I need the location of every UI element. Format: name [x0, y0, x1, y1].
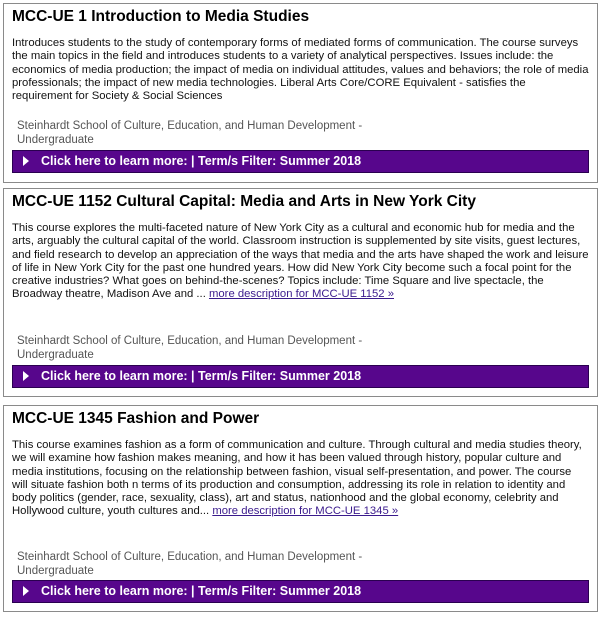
school-name: Steinhardt School of Culture, Education, and Human Development - Undergraduate [17, 335, 363, 361]
course-card-mcc-ue-1 [3, 3, 598, 183]
more-description-link[interactable]: more description for MCC-UE 1345 » [212, 505, 399, 518]
learn-more-button[interactable] [12, 150, 589, 173]
school-name: Steinhardt School of Culture, Education, and Human Development - Undergraduate [17, 120, 363, 146]
learn-more-label: Click here to learn more: | Term/s Filter: Summer 2018 [41, 584, 362, 598]
course-title: MCC-UE 1345 Fashion and Power [12, 410, 260, 427]
course-description [12, 439, 589, 519]
course-card-mcc-ue-1152 [3, 188, 598, 397]
more-description-link[interactable]: more description for MCC-UE 1152 » [208, 288, 394, 301]
learn-more-button[interactable] [12, 365, 589, 388]
course-description [12, 222, 589, 302]
learn-more-button[interactable] [12, 580, 589, 603]
learn-more-label: Click here to learn more: | Term/s Filter: Summer 2018 [41, 154, 362, 168]
learn-more-label: Click here to learn more: | Term/s Filter: Summer 2018 [41, 369, 362, 383]
course-description [12, 37, 589, 103]
course-card-mcc-ue-1345 [3, 405, 598, 612]
school-name: Steinhardt School of Culture, Education, and Human Development - Undergraduate [17, 551, 363, 577]
expand-arrow-icon [23, 156, 29, 166]
expand-arrow-icon [23, 586, 29, 596]
course-description-text: This course explores the multi-faceted nature of New York City as a cultural and economic hub for media and the arts, arguably the cultural capital of the world. Classroom instruction is supplemented by site visits, guest lectures, and field research to develop an appreciation of the ways that media and the arts have shaped the work and leisure of life in New York City for the past one hundred years. How did New York City become such a focal point for the creative industries? What goes on behind-the-scenes? Topics include: Time Square and live spectacle, the Broadway theatre, Madison Ave and ... [12, 222, 589, 301]
course-title: MCC-UE 1 Introduction to Media Studies [12, 8, 310, 25]
expand-arrow-icon [23, 371, 29, 381]
course-title: MCC-UE 1152 Cultural Capital: Media and Arts in New York City [12, 193, 476, 210]
course-description-text: Introduces students to the study of contemporary forms of mediated forms of communication. The course surveys the main topics in the field and introduces students to a variety of analytical perspectives. Issues include: the economics of media production; the impact of media on individual attitudes, values and behaviors; the role of media professionals; the impact of new media technologies. Liberal Arts Core/CORE Equivalent - satisfies the requirement for Society & Social Sciences [12, 37, 589, 103]
course-description-text: This course examines fashion as a form of communication and culture. Through cultural and media studies theory, we will examine how fashion makes meaning, and how it has been valued through history, popular culture and media institutions, focusing on the relationship between fashion, visual self-presentation, and power. The course will situate fashion both n terms of its production and consumption, addressing its role in relation to identity and body politics (gender, race, sexuality, class), art and status, nationhood and the global economy, celebrity and Hollywood culture, youth cultures and... [12, 439, 582, 518]
